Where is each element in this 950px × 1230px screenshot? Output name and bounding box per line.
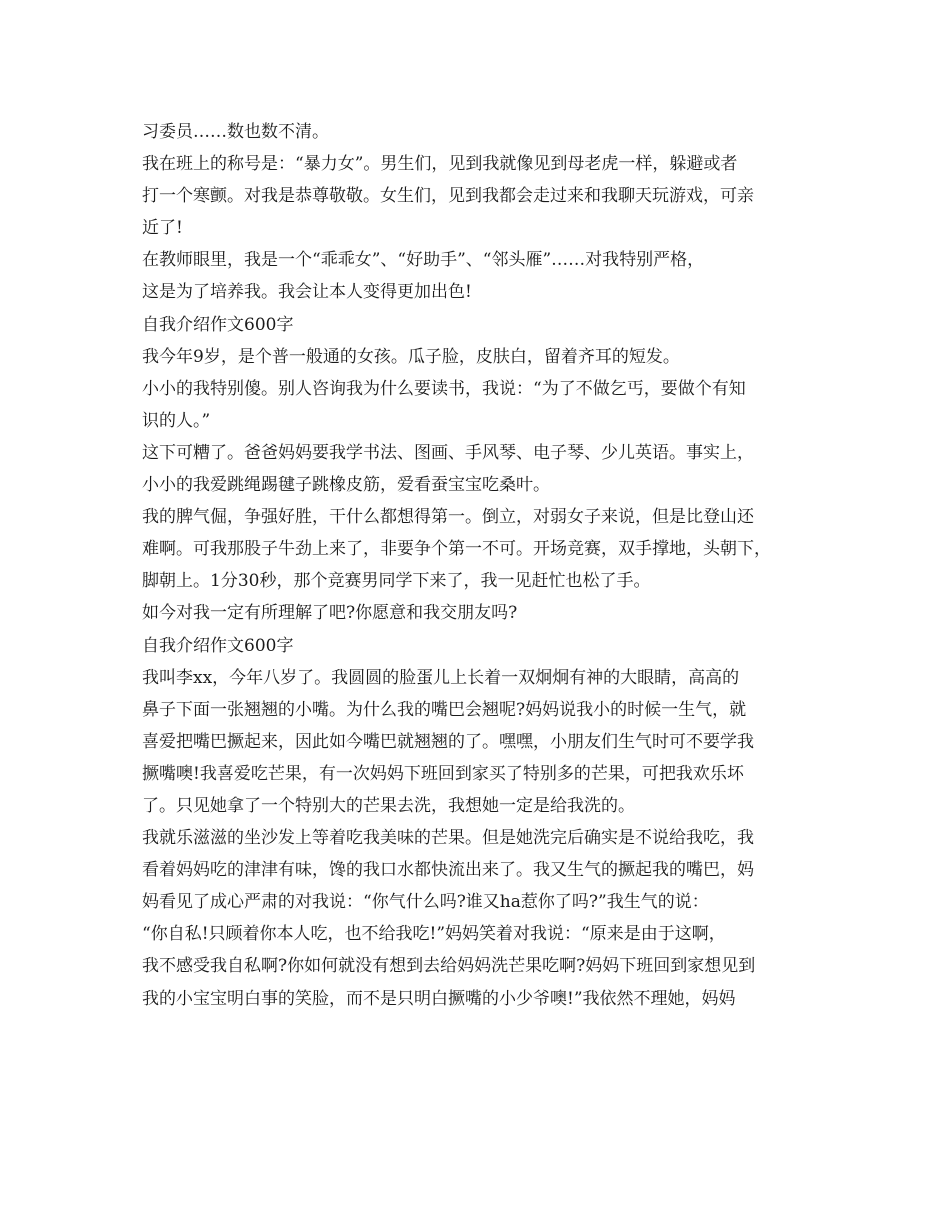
text-line: 近了! <box>142 218 183 239</box>
text-line: 这是为了培养我。我会让本人变得更加出色! <box>142 282 472 303</box>
text-line: 小小的我爱跳绳踢毽子跳橡皮筋，爱看蚕宝宝吃桑叶。 <box>142 475 550 496</box>
text-line: 我今年9岁，是个普一般通的女孩。瓜子脸，皮肤白，留着齐耳的短发。 <box>142 346 680 367</box>
text-line: 脚朝上。1分30秒，那个竞赛男同学下来了，我一见赶忙也松了手。 <box>142 571 651 592</box>
text-line: “你自私!只顾着你本人吃，也不给我吃!”妈妈笑着对我说：“原来是由于这啊， <box>142 924 726 945</box>
text-line: 习委员……数也数不清。 <box>142 122 329 142</box>
text-line: 我的脾气倔，争强好胜，干什么都想得第一。倒立，对弱女子来说，但是比登山还 <box>142 507 754 528</box>
text-line: 看着妈妈吃的津津有味，馋的我口水都快流出来了。我又生气的撅起我的嘴巴，妈 <box>142 860 754 881</box>
text-line: 这下可糟了。爸爸妈妈要我学书法、图画、手风琴、电子琴、少儿英语。事实上， <box>142 442 754 463</box>
text-line: 难啊。可我那股子牛劲上来了，非要争个第一不可。开场竞赛，双手撑地，头朝下， <box>142 539 771 560</box>
text-line: 小小的我特别傻。别人咨询我为什么要读书，我说：“为了不做乞丐，要做个有知 <box>142 378 746 399</box>
text-line: 识的人。” <box>142 410 211 431</box>
text-line: 撅嘴噢!我喜爱吃芒果，有一次妈妈下班回到家买了特别多的芒果，可把我欢乐坏 <box>142 763 744 784</box>
text-line: 喜爱把嘴巴撅起来，因此如今嘴巴就翘翘的了。嘿嘿，小朋友们生气时可不要学我 <box>142 731 754 752</box>
text-line: 打一个寒颤。对我是恭尊敬敬。女生们，见到我都会走过来和我聊天玩游戏，可亲 <box>142 186 754 207</box>
text-line: 我叫李xx，今年八岁了。我圆圆的脸蛋儿上长着一双炯炯有神的大眼睛，高高的 <box>142 667 740 688</box>
text-line: 我就乐滋滋的坐沙发上等着吃我美味的芒果。但是她洗完后确实是不说给我吃，我 <box>142 828 754 849</box>
document-page <box>142 116 822 1015</box>
text-line: 我不感受我自私啊?你如何就没有想到去给妈妈洗芒果吃啊?妈妈下班回到家想见到 <box>142 956 756 977</box>
text-line: 鼻子下面一张翘翘的小嘴。为什么我的嘴巴会翘呢?妈妈说我小的时候一生气，就 <box>142 699 747 720</box>
text-line: 如今对我一定有所理解了吧?你愿意和我交朋友吗? <box>142 603 518 624</box>
text-line: 了。只见她拿了一个特别大的芒果去洗，我想她一定是给我洗的。 <box>142 795 635 816</box>
text-line: 我在班上的称号是：“暴力女”。男生们，见到我就像见到母老虎一样，躲避或者 <box>142 154 738 175</box>
text-line: 妈看见了成心严肃的对我说：“你气什么吗?谁又ha惹你了吗?”我生气的说： <box>142 892 709 913</box>
section-heading: 自我介绍作文600字 <box>142 314 294 335</box>
text-line: 我的小宝宝明白事的笑脸，而不是只明白撅嘴的小少爷噢!”我依然不理她，妈妈 <box>142 988 736 1009</box>
section-heading: 自我介绍作文600字 <box>142 635 294 656</box>
text-line: 在教师眼里，我是一个“乖乖女”、“好助手”、“邻头雁”……对我特别严格， <box>142 250 705 271</box>
